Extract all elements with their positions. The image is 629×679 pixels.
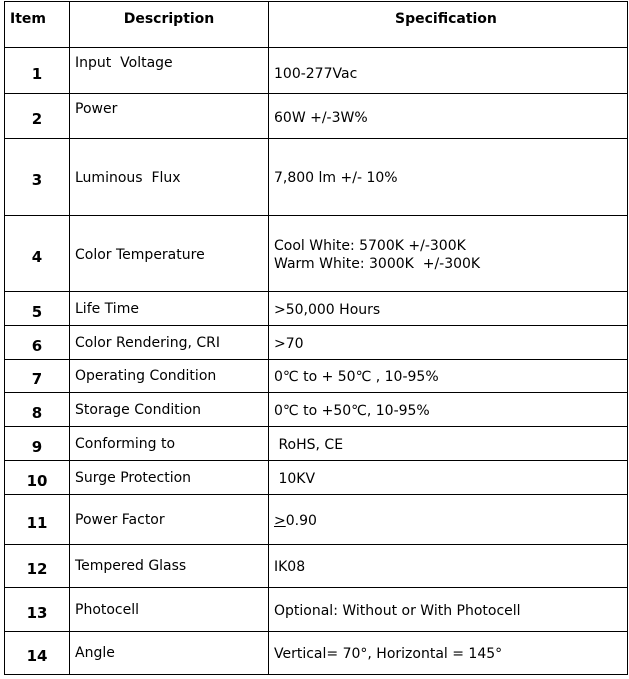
item-number: 12 xyxy=(5,545,70,588)
item-number: 7 xyxy=(5,360,70,393)
table-header-row xyxy=(5,2,628,48)
table-row xyxy=(5,216,628,292)
table-row xyxy=(5,360,628,393)
table-row xyxy=(5,292,628,326)
table-row xyxy=(5,326,628,360)
item-description: Photocell xyxy=(70,588,269,632)
item-description: Operating Condition xyxy=(70,360,269,393)
item-description: Angle xyxy=(70,632,269,675)
spec-line: Cool White: 5700K +/-300K xyxy=(274,238,466,254)
item-description: Color Rendering, CRI xyxy=(70,326,269,360)
item-number: 1 xyxy=(5,48,70,94)
item-description: Surge Protection xyxy=(70,461,269,495)
table-row xyxy=(5,545,628,588)
item-specification: 100-277Vac xyxy=(269,48,628,94)
item-description: Power xyxy=(70,94,269,139)
table-row xyxy=(5,139,628,216)
item-specification: 0℃ to + 50℃ , 10-95% xyxy=(269,360,628,393)
item-number: 8 xyxy=(5,393,70,427)
item-description: Input Voltage xyxy=(70,48,269,94)
item-number: 9 xyxy=(5,427,70,461)
item-number: 10 xyxy=(5,461,70,495)
item-number: 11 xyxy=(5,495,70,545)
item-number: 6 xyxy=(5,326,70,360)
item-specification: >70 xyxy=(269,326,628,360)
item-number: 5 xyxy=(5,292,70,326)
table-row xyxy=(5,427,628,461)
item-specification: 7,800 lm +/- 10% xyxy=(269,139,628,216)
table-row xyxy=(5,461,628,495)
item-number: 3 xyxy=(5,139,70,216)
table-row xyxy=(5,393,628,427)
item-specification: Vertical= 70°, Horizontal = 145° xyxy=(269,632,628,675)
table-row xyxy=(5,94,628,139)
item-specification: 10KV xyxy=(269,461,628,495)
item-specification xyxy=(269,216,628,292)
item-specification: >50,000 Hours xyxy=(269,292,628,326)
item-description: Color Temperature xyxy=(70,216,269,292)
item-description: Tempered Glass xyxy=(70,545,269,588)
item-description: Storage Condition xyxy=(70,393,269,427)
item-specification xyxy=(269,495,628,545)
item-specification: Optional: Without or With Photocell xyxy=(269,588,628,632)
spec-value: 0.90 xyxy=(285,512,317,529)
spec-line: Warm White: 3000K +/-300K xyxy=(274,256,481,272)
item-specification: IK08 xyxy=(269,545,628,588)
header-item: Item xyxy=(5,2,70,48)
item-description: Power Factor xyxy=(70,495,269,545)
item-number: 13 xyxy=(5,588,70,632)
table-row xyxy=(5,48,628,94)
item-description: Life Time xyxy=(70,292,269,326)
greater-equal-sign: > xyxy=(274,512,286,529)
item-description: Luminous Flux xyxy=(70,139,269,216)
item-specification: RoHS, CE xyxy=(269,427,628,461)
item-specification: 0℃ to +50℃, 10-95% xyxy=(269,393,628,427)
item-number: 4 xyxy=(5,216,70,292)
item-number: 14 xyxy=(5,632,70,675)
specification-table xyxy=(4,1,628,675)
item-number: 2 xyxy=(5,94,70,139)
item-description: Conforming to xyxy=(70,427,269,461)
header-description: Description xyxy=(70,2,269,48)
header-specification: Specification xyxy=(269,2,628,48)
table-row xyxy=(5,632,628,675)
item-specification: 60W +/-3W% xyxy=(269,94,628,139)
table-row xyxy=(5,588,628,632)
table-row xyxy=(5,495,628,545)
